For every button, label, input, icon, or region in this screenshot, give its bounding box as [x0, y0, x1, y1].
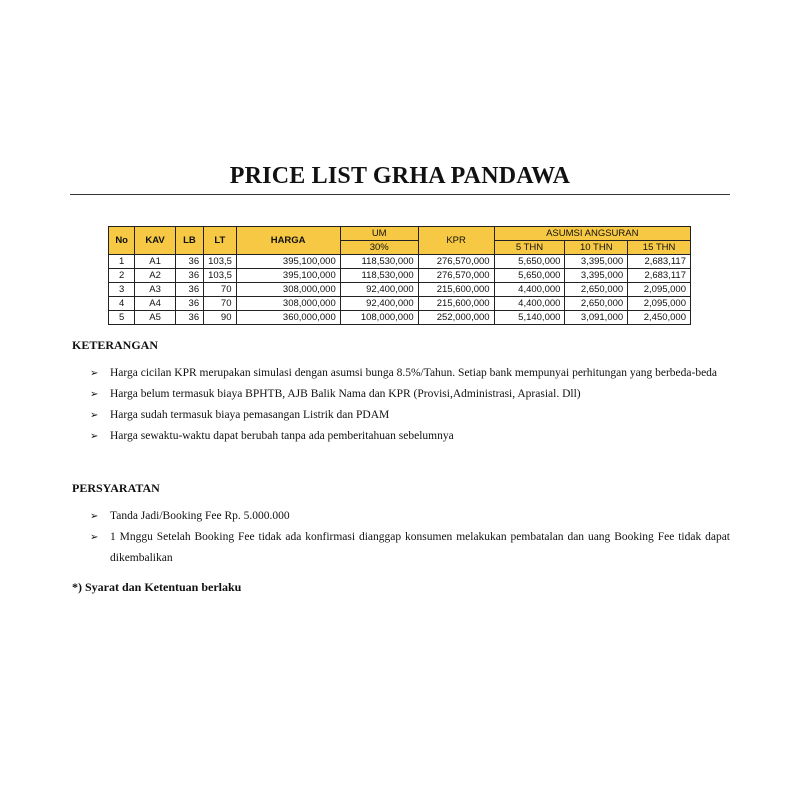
arrow-bullet-icon: ➢: [90, 368, 99, 379]
list-item: [90, 363, 730, 384]
cell-kav: A1: [135, 255, 175, 269]
list-item-text: Harga belum termasuk biaya BPHTB, AJB Balik Nama dan KPR (Provisi,Administrasi, Aprasial. Dll): [110, 388, 581, 400]
cell-15-thn: 2,095,000: [628, 297, 691, 311]
persyaratan-list: [90, 506, 730, 569]
header-kpr: KPR: [418, 227, 494, 255]
cell-lt: 103,5: [204, 255, 236, 269]
header-harga: HARGA: [236, 227, 340, 255]
cell-lt: 103,5: [204, 269, 236, 283]
arrow-bullet-icon: ➢: [90, 389, 99, 400]
cell-harga: 395,100,000: [236, 255, 340, 269]
arrow-bullet-icon: ➢: [90, 431, 99, 442]
header-no: No: [109, 227, 135, 255]
cell-5-thn: 5,650,000: [494, 269, 565, 283]
header-15-thn: 15 THN: [628, 241, 691, 255]
cell-15-thn: 2,683,117: [628, 269, 691, 283]
cell-lb: 36: [175, 311, 203, 325]
arrow-bullet-icon: ➢: [90, 511, 99, 522]
header-5-thn: 5 THN: [494, 241, 565, 255]
cell-kpr: 276,570,000: [418, 269, 494, 283]
price-table: [108, 226, 691, 325]
list-item: [90, 527, 730, 569]
cell-15-thn: 2,683,117: [628, 255, 691, 269]
cell-lb: 36: [175, 255, 203, 269]
cell-harga: 308,000,000: [236, 297, 340, 311]
cell-kpr: 252,000,000: [418, 311, 494, 325]
table-row: [109, 283, 691, 297]
cell-kav: A3: [135, 283, 175, 297]
cell-harga: 308,000,000: [236, 283, 340, 297]
persyaratan-heading: PERSYARATAN: [72, 481, 160, 495]
cell-harga: 360,000,000: [236, 311, 340, 325]
keterangan-heading: KETERANGAN: [72, 338, 159, 352]
header-10-thn: 10 THN: [565, 241, 628, 255]
cell-no: 3: [109, 283, 135, 297]
cell-5-thn: 5,140,000: [494, 311, 565, 325]
list-item-text: Tanda Jadi/Booking Fee Rp. 5.000.000: [110, 510, 290, 522]
cell-kpr: 215,600,000: [418, 283, 494, 297]
table-row: [109, 311, 691, 325]
header-lb: LB: [175, 227, 203, 255]
table-row: [109, 297, 691, 311]
page-title: PRICE LIST GRHA PANDAWA: [229, 163, 571, 189]
cell-5-thn: 4,400,000: [494, 297, 565, 311]
cell-um: 118,530,000: [340, 269, 418, 283]
cell-no: 1: [109, 255, 135, 269]
title-divider: [70, 194, 730, 195]
cell-lb: 36: [175, 283, 203, 297]
cell-kpr: 276,570,000: [418, 255, 494, 269]
keterangan-list: [90, 363, 730, 447]
list-item-text: Harga cicilan KPR merupakan simulasi dengan asumsi bunga 8.5%/Tahun. Setiap bank mempunyai perhitungan yang berbeda-beda: [110, 367, 718, 379]
terms-footnote: *) Syarat dan Ketentuan berlaku: [72, 580, 242, 594]
cell-5-thn: 5,650,000: [494, 255, 565, 269]
cell-lb: 36: [175, 297, 203, 311]
list-item: [90, 506, 730, 527]
cell-no: 2: [109, 269, 135, 283]
cell-no: 5: [109, 311, 135, 325]
list-item: [90, 384, 730, 405]
list-item-text: Harga sewaktu-waktu dapat berubah tanpa ada pemberitahuan sebelumnya: [110, 430, 454, 442]
header-lt: LT: [204, 227, 236, 255]
cell-lt: 90: [204, 311, 236, 325]
list-item: [90, 426, 730, 447]
table-row: [109, 269, 691, 283]
cell-lt: 70: [204, 283, 236, 297]
cell-lb: 36: [175, 269, 203, 283]
list-item: [90, 405, 730, 426]
cell-10-thn: 3,091,000: [565, 311, 628, 325]
cell-lt: 70: [204, 297, 236, 311]
cell-um: 92,400,000: [340, 283, 418, 297]
cell-15-thn: 2,450,000: [628, 311, 691, 325]
cell-no: 4: [109, 297, 135, 311]
cell-15-thn: 2,095,000: [628, 283, 691, 297]
arrow-bullet-icon: ➢: [90, 532, 99, 543]
arrow-bullet-icon: ➢: [90, 410, 99, 421]
header-kav: KAV: [135, 227, 175, 255]
cell-kpr: 215,600,000: [418, 297, 494, 311]
list-item-text: Harga sudah termasuk biaya pemasangan Listrik dan PDAM: [110, 409, 390, 421]
header-um: UM: [340, 227, 418, 241]
cell-um: 108,000,000: [340, 311, 418, 325]
table-row: [109, 255, 691, 269]
header-um-percent: 30%: [340, 241, 418, 255]
cell-um: 92,400,000: [340, 297, 418, 311]
cell-10-thn: 3,395,000: [565, 255, 628, 269]
cell-kav: A4: [135, 297, 175, 311]
cell-kav: A5: [135, 311, 175, 325]
cell-um: 118,530,000: [340, 255, 418, 269]
cell-10-thn: 3,395,000: [565, 269, 628, 283]
cell-kav: A2: [135, 269, 175, 283]
header-asumsi-angsuran: ASUMSI ANGSURAN: [494, 227, 690, 241]
list-item-text: 1 Mnggu Setelah Booking Fee tidak ada konfirmasi dianggap konsumen melakukan pembatalan dan uang Booking Fee tidak dapat dikembalikan: [110, 531, 730, 564]
cell-5-thn: 4,400,000: [494, 283, 565, 297]
cell-10-thn: 2,650,000: [565, 297, 628, 311]
cell-10-thn: 2,650,000: [565, 283, 628, 297]
cell-harga: 395,100,000: [236, 269, 340, 283]
